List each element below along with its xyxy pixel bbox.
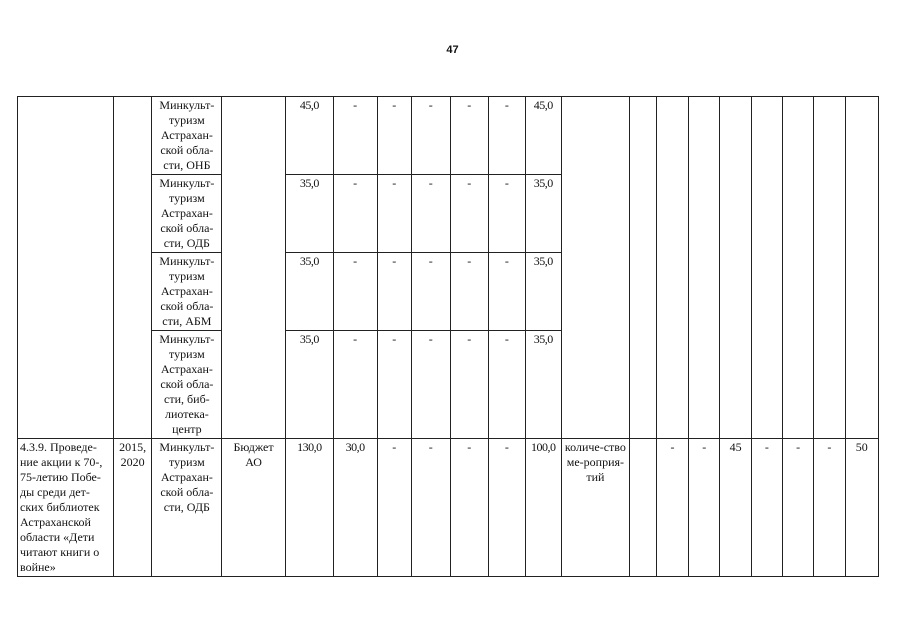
value-cell: - <box>411 97 450 175</box>
executor-cell: Минкульт-туризм Астрахан-ской обла-сти, ОДБ <box>152 175 222 253</box>
value-cell: - <box>450 253 489 331</box>
target-cell: - <box>782 439 813 577</box>
table-row <box>18 439 879 577</box>
value-cell: - <box>489 97 525 175</box>
empty-years-cell <box>113 97 152 439</box>
value-cell: 35,0 <box>285 331 333 439</box>
item-years-cell: 2015, 2020 <box>113 439 152 577</box>
empty-target-cell <box>656 97 688 439</box>
executor-cell: Минкульт-туризм Астрахан-ской обла-сти, ОДБ <box>152 439 222 577</box>
value-cell: 130,0 <box>285 439 333 577</box>
value-cell: - <box>333 253 377 331</box>
value-cell: - <box>489 175 525 253</box>
table-row <box>18 97 879 175</box>
empty-target-cell <box>814 97 845 439</box>
empty-target-cell <box>751 97 782 439</box>
value-cell: 35,0 <box>525 331 561 439</box>
empty-target-cell <box>845 97 879 439</box>
empty-source-cell <box>222 97 286 439</box>
empty-target-cell <box>782 97 813 439</box>
value-cell: 100,0 <box>525 439 561 577</box>
page-number: 47 <box>446 44 459 56</box>
value-cell: - <box>411 439 450 577</box>
empty-target-cell <box>689 97 720 439</box>
target-cell: - <box>751 439 782 577</box>
target-cell: - <box>689 439 720 577</box>
value-cell: - <box>489 253 525 331</box>
value-cell: - <box>489 331 525 439</box>
value-cell: - <box>377 253 411 331</box>
value-cell: - <box>377 331 411 439</box>
value-cell: 35,0 <box>285 253 333 331</box>
value-cell: 30,0 <box>333 439 377 577</box>
executor-cell: Минкульт-туризм Астрахан-ской обла-сти, ОНБ <box>152 97 222 175</box>
value-cell: - <box>411 253 450 331</box>
empty-target-cell <box>629 97 656 439</box>
empty-indicator-cell <box>562 97 630 439</box>
value-cell: - <box>450 331 489 439</box>
executor-cell: Минкульт-туризм Астрахан-ской обла-сти, АБМ <box>152 253 222 331</box>
indicator-cell: количе-ство ме-роприя-тий <box>562 439 630 577</box>
value-cell: - <box>411 331 450 439</box>
value-cell: - <box>377 175 411 253</box>
value-cell: - <box>377 97 411 175</box>
value-cell: 45,0 <box>285 97 333 175</box>
program-table <box>17 96 879 577</box>
value-cell: - <box>411 175 450 253</box>
item-name-cell: 4.3.9. Проведе-ние акции к 70-, 75-летию Побе-ды среди дет-ских библиотек Астраханской области «Дети читают книги о войне» <box>18 439 114 577</box>
value-cell: 35,0 <box>525 175 561 253</box>
value-cell: 35,0 <box>525 253 561 331</box>
empty-name-cell <box>18 97 114 439</box>
value-cell: 45,0 <box>525 97 561 175</box>
target-cell: 45 <box>720 439 751 577</box>
value-cell: - <box>489 439 525 577</box>
value-cell: - <box>450 439 489 577</box>
value-cell: - <box>333 97 377 175</box>
target-cell <box>629 439 656 577</box>
target-cell: - <box>814 439 845 577</box>
value-cell: - <box>450 97 489 175</box>
value-cell: - <box>333 331 377 439</box>
funding-source-cell: Бюджет АО <box>222 439 286 577</box>
executor-cell: Минкульт-туризм Астрахан-ской обла-сти, биб-лиотека-центр <box>152 331 222 439</box>
empty-target-cell <box>720 97 751 439</box>
value-cell: - <box>450 175 489 253</box>
target-cell: - <box>656 439 688 577</box>
target-cell: 50 <box>845 439 879 577</box>
value-cell: 35,0 <box>285 175 333 253</box>
value-cell: - <box>377 439 411 577</box>
value-cell: - <box>333 175 377 253</box>
